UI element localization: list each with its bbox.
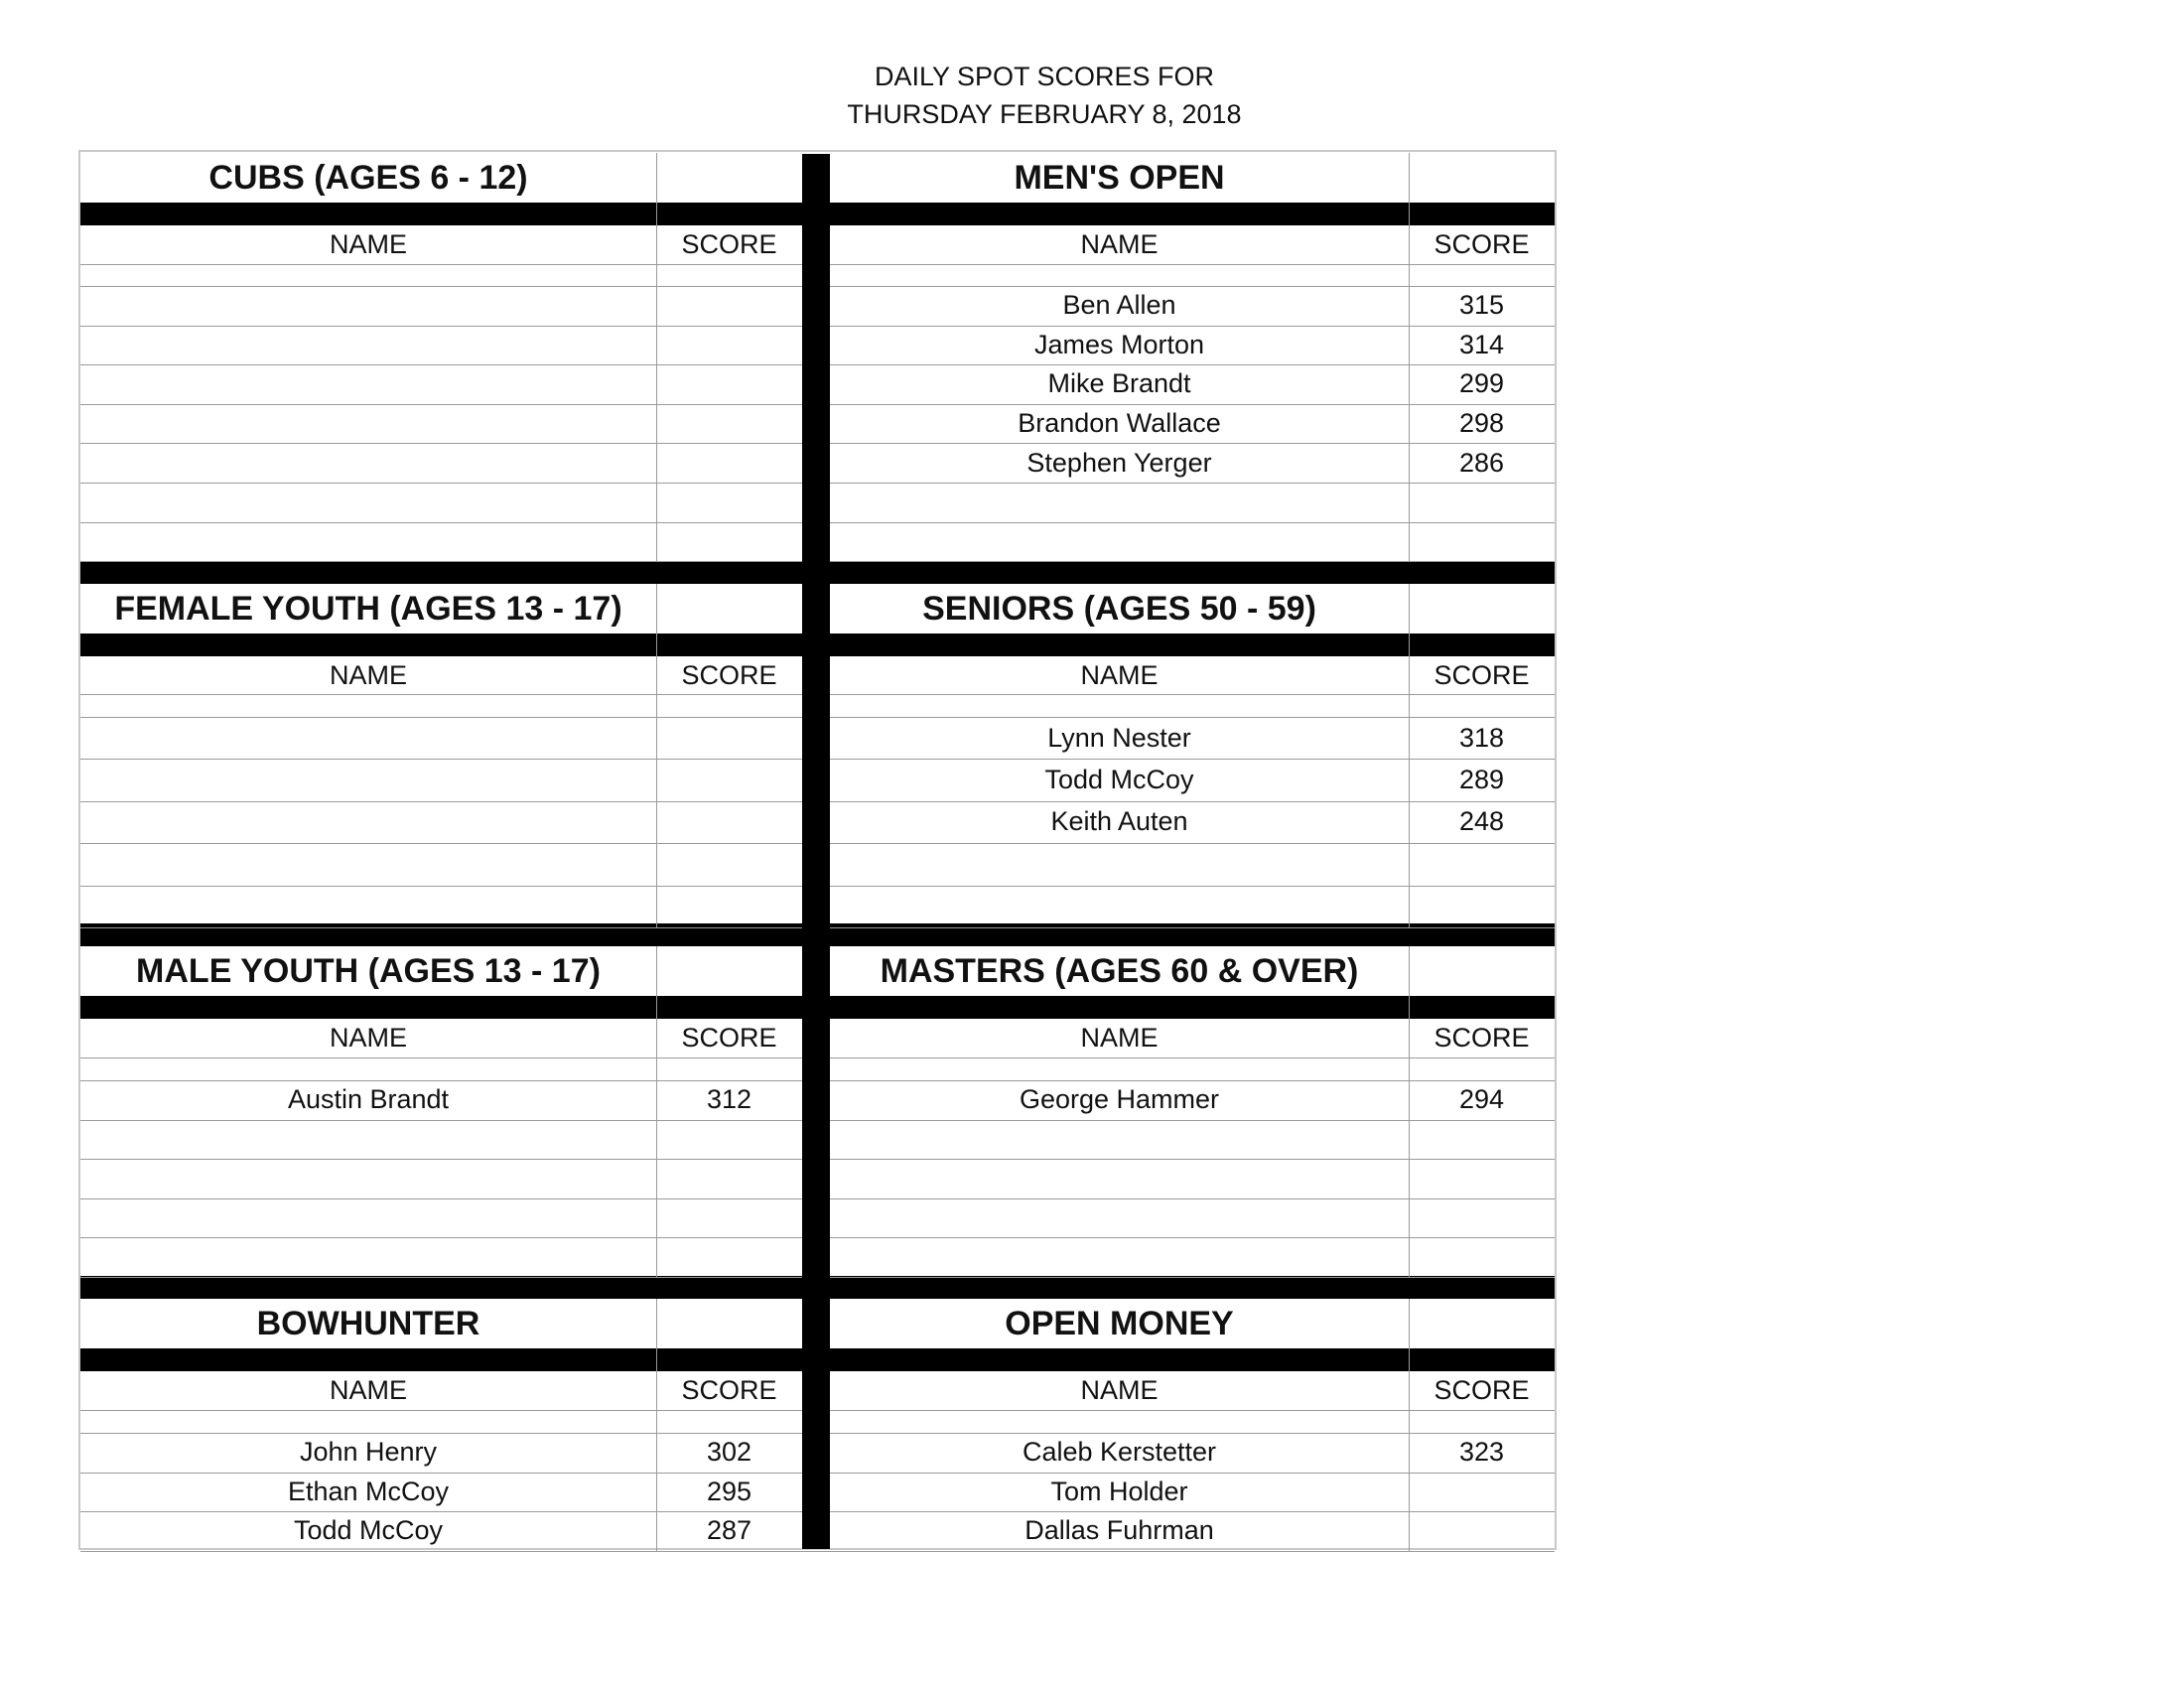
archer-score: 294 xyxy=(1458,1084,1505,1115)
archer-name: Tom Holder xyxy=(1050,1476,1188,1506)
section-title-mens-open: MEN'S OPEN xyxy=(1014,158,1225,197)
archer-score: 302 xyxy=(706,1437,752,1468)
archer-score: 318 xyxy=(1458,722,1505,753)
archer-score: 248 xyxy=(1458,806,1505,837)
archer-name: Ethan McCoy xyxy=(287,1476,450,1506)
column-rule xyxy=(656,584,657,927)
section-title-female-youth: FEMALE YOUTH (AGES 13 - 17) xyxy=(114,589,622,628)
archer-name: Todd McCoy xyxy=(293,1515,444,1546)
archer-score: 314 xyxy=(1458,329,1505,359)
archer-name: Todd McCoy xyxy=(1044,765,1194,795)
archer-name: Ben Allen xyxy=(1062,290,1176,321)
archer-score: 298 xyxy=(1458,408,1505,439)
score-column-header: SCORE xyxy=(681,1375,777,1405)
archer-score: 323 xyxy=(1458,1437,1505,1468)
archer-name: George Hammer xyxy=(1019,1084,1220,1115)
sheet-date: THURSDAY FEBRUARY 8, 2018 xyxy=(847,99,1242,129)
archer-score: 299 xyxy=(1458,368,1505,399)
score-column-header: SCORE xyxy=(681,229,777,259)
archer-name: Mike Brandt xyxy=(1047,368,1191,399)
row-rule xyxy=(80,1551,1555,1552)
score-column-header: SCORE xyxy=(681,1023,777,1053)
name-column-header: NAME xyxy=(1080,1375,1159,1405)
archer-name: Austin Brandt xyxy=(287,1084,450,1115)
name-column-header: NAME xyxy=(329,1375,407,1405)
archer-name: James Morton xyxy=(1033,329,1205,359)
archer-name: Stephen Yerger xyxy=(1026,447,1212,478)
archer-score: 286 xyxy=(1458,447,1505,478)
archer-name: John Henry xyxy=(299,1437,438,1468)
score-column-header: SCORE xyxy=(1433,1375,1530,1405)
score-column-header: SCORE xyxy=(681,659,777,690)
name-column-header: NAME xyxy=(1080,1023,1159,1053)
archer-name: Lynn Nester xyxy=(1047,722,1191,753)
archer-name: Brandon Wallace xyxy=(1018,408,1221,439)
archer-name: Keith Auten xyxy=(1050,806,1188,837)
name-column-header: NAME xyxy=(329,659,407,690)
archer-score: 312 xyxy=(706,1084,752,1115)
archer-score: 287 xyxy=(706,1515,752,1546)
center-divider xyxy=(802,154,830,1549)
name-column-header: NAME xyxy=(329,229,407,259)
archer-score: 315 xyxy=(1458,290,1505,321)
section-title-masters: MASTERS (AGES 60 & OVER) xyxy=(880,951,1359,990)
archer-score: 295 xyxy=(706,1476,752,1506)
section-title-male-youth: MALE YOUTH (AGES 13 - 17) xyxy=(136,951,601,990)
archer-score xyxy=(1409,1473,1555,1512)
section-title-cubs: CUBS (AGES 6 - 12) xyxy=(208,158,528,197)
archer-name: Caleb Kerstetter xyxy=(1022,1437,1217,1468)
name-column-header: NAME xyxy=(1080,229,1159,259)
column-rule xyxy=(656,153,657,561)
name-column-header: NAME xyxy=(1080,659,1159,690)
score-column-header: SCORE xyxy=(1433,1023,1530,1053)
name-column-header: NAME xyxy=(329,1023,407,1053)
archer-score: 289 xyxy=(1458,765,1505,795)
archer-score xyxy=(1409,1511,1555,1551)
section-title-open-money: OPEN MONEY xyxy=(1005,1304,1234,1342)
section-title-seniors: SENIORS (AGES 50 - 59) xyxy=(922,589,1316,628)
sheet-title: DAILY SPOT SCORES FOR xyxy=(874,62,1215,91)
archer-name: Dallas Fuhrman xyxy=(1024,1515,1214,1546)
score-column-header: SCORE xyxy=(1433,659,1530,690)
score-column-header: SCORE xyxy=(1433,229,1530,259)
section-title-bowhunter: BOWHUNTER xyxy=(256,1304,480,1342)
